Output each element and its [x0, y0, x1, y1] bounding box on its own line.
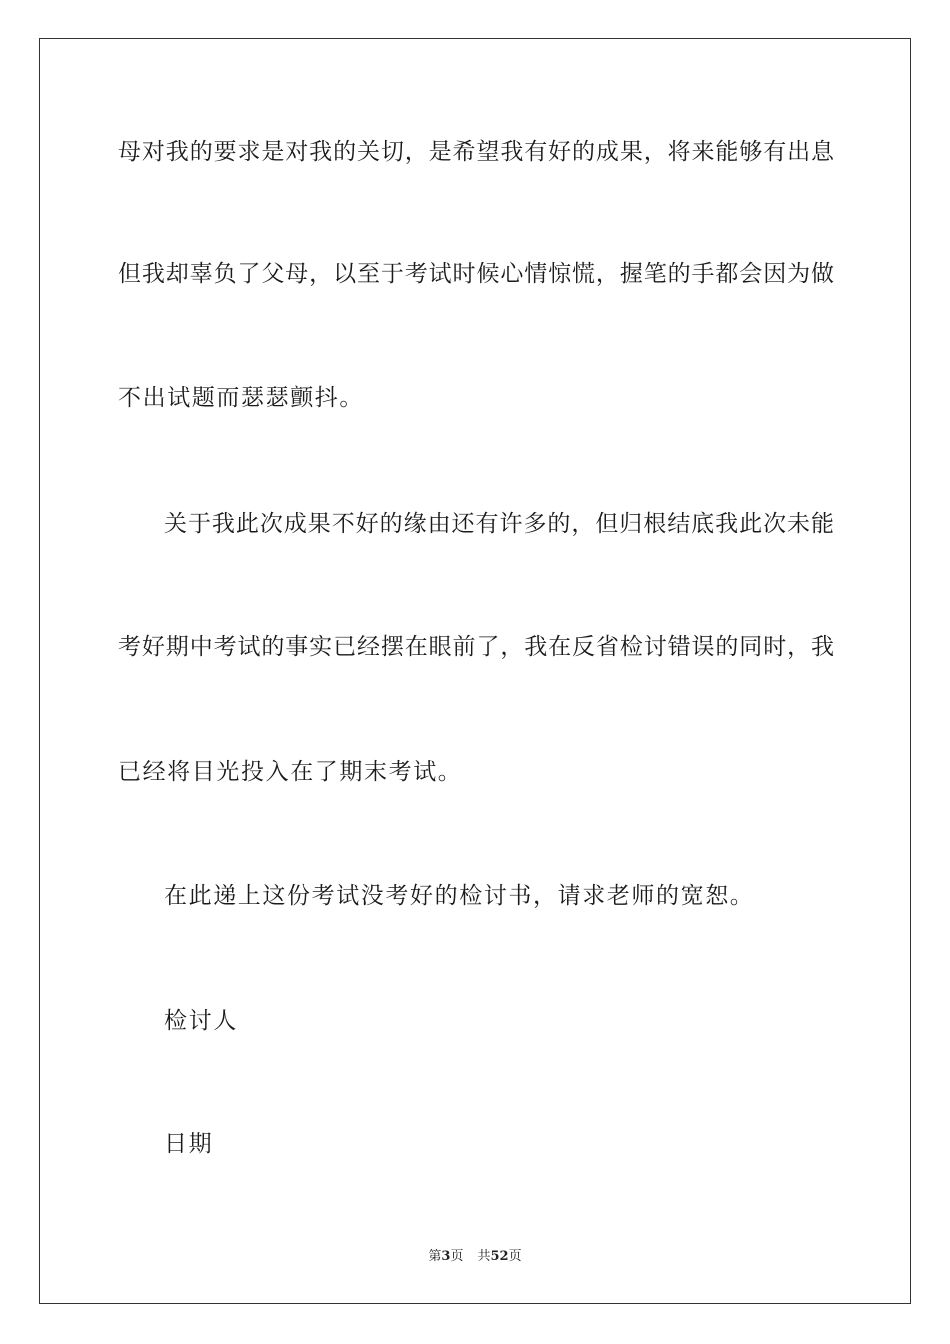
page-footer: [0, 1249, 950, 1265]
paragraph-line: 已经将目光投入在了期末考试。: [118, 759, 463, 785]
page-frame: [39, 38, 911, 1304]
paragraph-line: 母对我的要求是对我的关切，是希望我有好的成果，将来能够有出息: [118, 139, 834, 165]
paragraph-line: 不出试题而瑟瑟颤抖。: [118, 385, 364, 411]
paragraph-line: 关于我此次成果不好的缘由还有许多的，但归根结底我此次未能: [164, 511, 834, 537]
paragraph-line: 但我却辜负了父母，以至于考试时候心情惊慌，握笔的手都会因为做: [118, 261, 834, 287]
date-label: 日期: [164, 1131, 214, 1157]
total-pages: 52: [490, 1249, 509, 1264]
total-prefix: 共: [477, 1249, 491, 1264]
paragraph-line: 在此递上这份考试没考好的检讨书，请求老师的宽恕。: [164, 883, 755, 909]
signature-label: 检讨人: [164, 1008, 238, 1034]
total-suffix: 页: [508, 1249, 522, 1264]
page-prefix: 第: [428, 1249, 442, 1264]
page-number: 3: [441, 1249, 451, 1264]
page-suffix: 页: [450, 1249, 464, 1264]
paragraph-line: 考好期中考试的事实已经摆在眼前了，我在反省检讨错误的同时，我: [118, 634, 834, 660]
